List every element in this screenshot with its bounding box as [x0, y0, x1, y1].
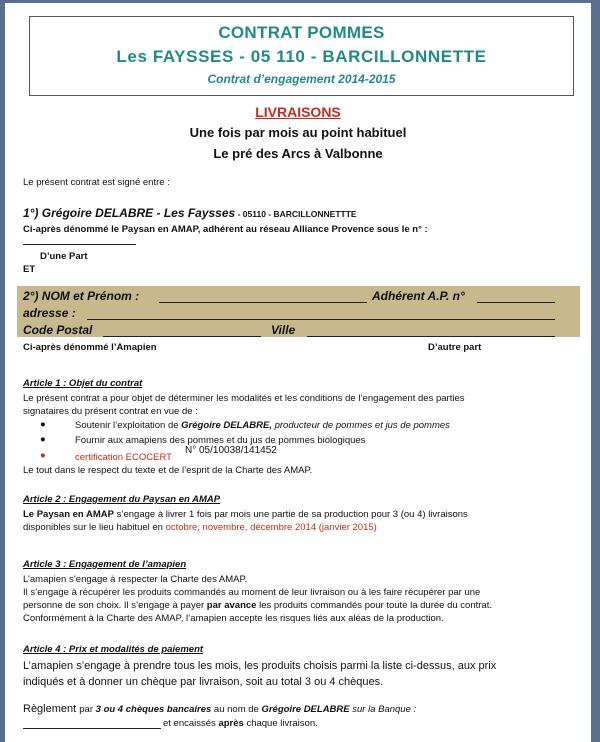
article1-line2: signataires du présent contrat en vue de : [23, 406, 198, 417]
farm-name: Les FAYSSES - 05 110 - BARCILLONNETTE [116, 47, 487, 66]
amapien-description: Ci-après dénommé l’Amapien [23, 342, 157, 353]
bullet-icon: ● [40, 450, 46, 461]
article3-title: Article 3 : Engagement de l’amapien [23, 559, 187, 570]
party1-description: Ci-après dénommé le Paysan en AMAP, adhérent au réseau Alliance Provence sous le n° : [23, 224, 428, 235]
article1-bullet2: Fournir aux amapiens des pommes et du jus de pommes biologiques [75, 435, 366, 446]
contract-title: CONTRAT POMMES [218, 23, 385, 42]
article2-title: Article 2 : Engagement du Paysan en AMAP [23, 494, 221, 505]
party1-name: 1°) Grégoire DELABRE - Les Faysses [23, 206, 236, 220]
ville-field[interactable] [307, 336, 555, 337]
ecocert-number: N° 05/10038/141452 [185, 445, 277, 456]
article2-line1: Le Paysan en AMAP s’engage à livrer 1 fois par mois une partie de sa production pour 3 (ou 4) livraisons [23, 509, 468, 520]
article1-title: Article 1 : Objet du contrat [23, 378, 143, 389]
et-label: ET [23, 264, 36, 275]
code-postal-label: Code Postal [23, 323, 93, 337]
code-postal-field[interactable] [103, 336, 261, 337]
article4-line1: L’amapien s’engage à prendre tous les mois, les produits choisis parmi la liste ci-dessus, aux prix [23, 660, 497, 672]
reglement-line1: Règlement par 3 ou 4 chèques bancaires au nom de Grégoire DELABRE sur la Banque : [23, 703, 417, 715]
party1-address: - 05110 - BARCILLONNETTTE [235, 209, 357, 219]
livraisons-heading: LIVRAISONS [255, 104, 341, 120]
party1-dune-part: D’une Part [40, 251, 88, 262]
bullet-icon: ● [40, 419, 46, 430]
ville-label: Ville [271, 323, 296, 337]
contract-page [5, 3, 591, 742]
party1-number-line [23, 244, 136, 245]
adresse-field[interactable] [87, 319, 555, 320]
article3-line4: Conformément à la Charte des AMAP, l’amapien accepte les risques liés aux aléas de la production. [23, 613, 444, 624]
amapien-form [17, 286, 580, 337]
livraisons-location: Le pré des Arcs à Valbonne [213, 146, 383, 161]
header-box [29, 16, 574, 96]
article1-bullet3: certification ECOCERT [75, 452, 172, 463]
article1-end: Le tout dans le respect du texte et de l’esprit de la Charte des AMAP. [23, 465, 313, 476]
adresse-label: adresse : [23, 306, 76, 320]
article4-title: Article 4 : Prix et modalités de paiement [23, 644, 204, 655]
intro-text: Le présent contrat est signé entre : [23, 177, 170, 188]
article1-bullet1: Soutenir l’exploitation de Grégoire DELABRE, producteur de pommes et jus de pommes [75, 420, 450, 431]
nom-field[interactable] [159, 302, 367, 303]
article4-line2: indiqués et à donner un chèque par livraison, soit au total 3 ou 4 chèques. [23, 676, 384, 688]
adherent-number-field[interactable] [477, 302, 555, 303]
dautre-part: D’autre part [428, 342, 482, 353]
livraisons-frequency: Une fois par mois au point habituel [189, 125, 407, 140]
article3-line1: L’amapien s’engage à respecter la Charte des AMAP. [23, 574, 248, 585]
bullet-icon: ● [40, 434, 46, 445]
article3-line2: Il s’engage à récupérer les produits commandés au moment de leur livraison ou à les faire récupérer par une [23, 587, 481, 598]
nom-label: 2°) NOM et Prénom : [23, 289, 140, 303]
party1-heading [23, 206, 357, 220]
contract-subtitle: Contrat d’engagement 2014-2015 [207, 72, 396, 86]
article3-line3: personne de son choix. Il s’engage à payer par avance les produits commandés pour toute la durée du contrat. [23, 600, 492, 611]
bank-name-field[interactable] [23, 728, 161, 729]
article2-line2: disponibles sur le lieu habituel en octobre, novembre, décembre 2014 (janvier 2015) [23, 522, 377, 533]
adherent-label: Adhérent A.P. n° [372, 289, 465, 303]
reglement-line2: et encaissés après chaque livraison. [163, 718, 318, 729]
article1-line1: Le présent contrat a pour objet de déterminer les modalités et les conditions de l’engagement des parties [23, 393, 465, 404]
